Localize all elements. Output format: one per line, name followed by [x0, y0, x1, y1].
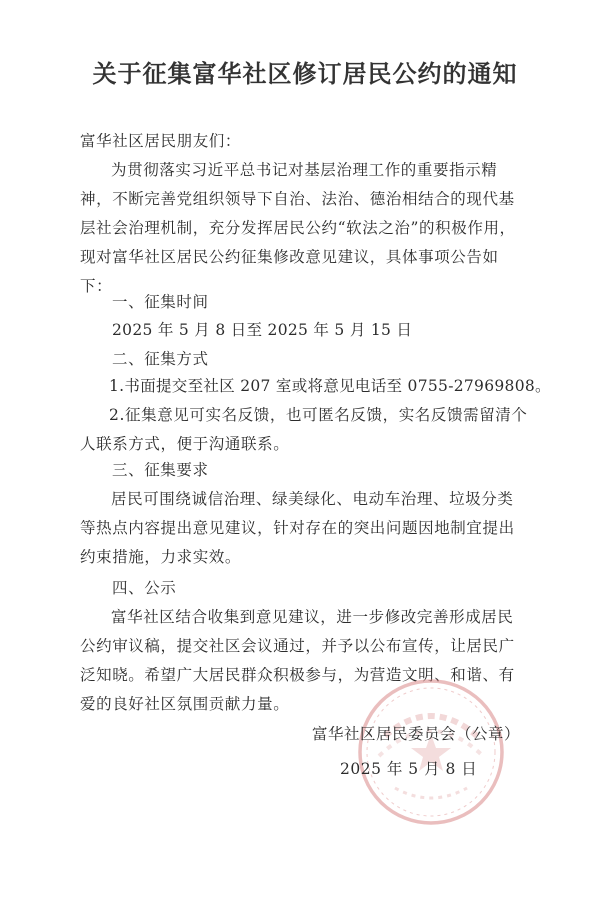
- section-heading-method: 二、征集方式: [112, 350, 209, 368]
- collection-period: 2025 年 5 月 8 日至 2025 年 5 月 15 日: [112, 321, 413, 339]
- section-heading-publicity: 四、公示: [112, 579, 177, 597]
- signature-date: 2025 年 5 月 8 日: [340, 760, 478, 778]
- section-heading-time: 一、征集时间: [112, 293, 209, 311]
- signature-organization: 富华社区居民委员会（公章）: [312, 725, 521, 743]
- document-title: 关于征集富华社区修订居民公约的通知: [92, 60, 518, 88]
- section-heading-requirements: 三、征集要求: [112, 461, 209, 479]
- method-item-1: 1.书面提交至社区 207 室或将意见电话至 0755-27969808。: [109, 377, 551, 395]
- official-seal-stamp: [355, 676, 507, 828]
- greeting: 富华社区居民朋友们：: [80, 132, 242, 150]
- intro-paragraph: 为贯彻落实习近平总书记对基层治理工作的重要指示精神，不断完善党组织领导下自治、法治、德治相结合的现代基层社会治理机制，充分发挥居民公约“软法之治”的积极作用，现对富华社区居民公约征集修改意见建议，具体事项公告如下：: [80, 161, 516, 295]
- method-item-2: 2.征集意见可实名反馈，也可匿名反馈，实名反馈需留清个人联系方式，便于沟通联系。: [80, 406, 528, 453]
- publicity-paragraph: 富华社区结合收集到意见建议，进一步修改完善形成居民公约审议稿，提交社区会议通过，并予以公布宣传，让居民广泛知晓。希望广大居民群众积极参与，为营造文明、和谐、有爱的良好社区氛围贡献力量。: [80, 608, 515, 713]
- requirements-paragraph: 居民可围绕诚信治理、绿美绿化、电动车治理、垃圾分类等热点内容提出意见建议，针对存在的突出问题因地制宜提出约束措施，力求实效。: [80, 490, 515, 566]
